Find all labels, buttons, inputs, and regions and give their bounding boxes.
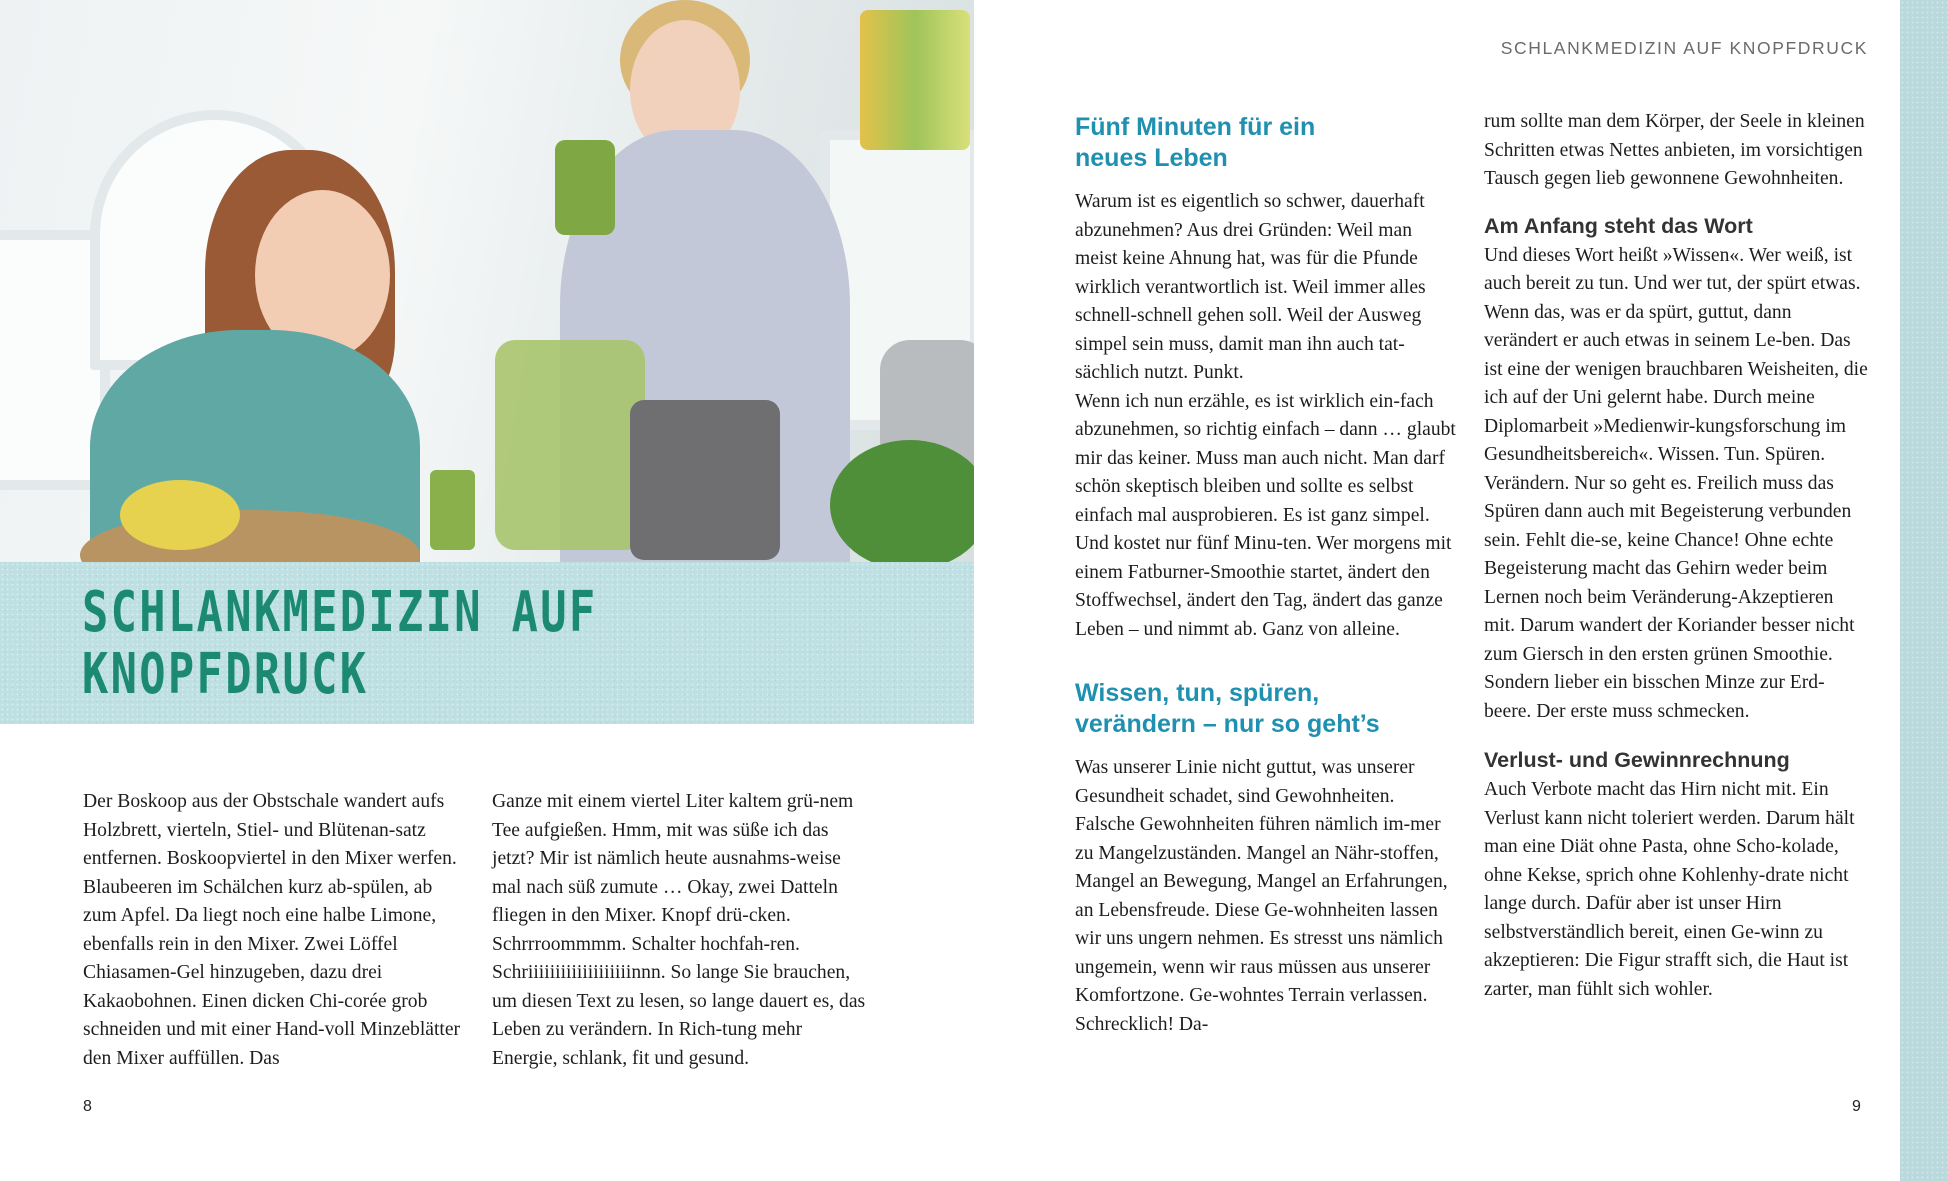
photo-shelf-jars [860, 10, 970, 150]
right-column-2-para-2: Und dieses Wort heißt »Wissen«. Wer weiß, ist auch bereit zu tun. Und wer tut, der spürt etwas. Wenn das, was er da spürt, guttut, dann verändert er auch etwas in seinem Le-ben. Das ist eine der wenigen brauchbaren Weisheiten, die ich auf der Uni gelernt habe. Durch meine Diplomarbeit »Medienwir-kungsforschung im Gesundheitsbereich«. Wissen. Tun. Spüren. Verändern. Nur so geht es. Freilich muss das Spüren dann auch mit Begeisterung verbunden sein. Fehlt die-se, keine Chance! Ohne echte Begeisterung macht das Gehirn weder beim Lernen noch beim Veränderung-Akzeptieren mit. Darum wandert der Koriander besser nicht zum Giersch in den ersten grünen Smoothie. Sondern lieber ein bisschen Minze zur Erd-beere. Der erste muss schmecken. [1484, 244, 1868, 722]
running-head: SCHLANKMEDIZIN AUF KNOPFDRUCK [1500, 38, 1868, 58]
photo-blender-base [630, 400, 780, 560]
right-column-2-para-3: Auch Verbote macht das Hirn nicht mit. Ein Verlust kann nicht toleriert werden. Darum hält man eine Diät ohne Pasta, ohne Scho-kolade, ohne Kekse, sprich ohne Kohlenhy-drate nicht lange durch. Dafür aber ist unser Hirn selbstverständlich bereit, einen Ge-winn zu akzeptieren: Die Figur strafft sich, die Haut ist zarter, man fühlt sich wohler. [1484, 779, 1855, 1000]
photo-lemons [120, 480, 240, 550]
heading-am-anfang: Am Anfang steht das Wort [1484, 213, 1753, 238]
photo-herbs [830, 440, 974, 562]
left-column-1-text: Der Boskoop aus der Obstschale wandert aufs Holzbrett, vierteln, Stiel- und Blütenan-satz entfernen. Boskoopviertel in den Mixer werfen. Blaubeeren im Schälchen kurz ab-spülen, ab zum Apfel. Da liegt noch eine halbe Limone, ebenfalls rein in den Mixer. Zwei Löffel Chiasamen-Gel hinzugeben, dazu drei Kakaobohnen. Einen dicken Chi-corée grob schneiden und mit einer Hand-voll Minzeblätter den Mixer auffüllen. Das [83, 791, 461, 1069]
right-column-2-para-1: rum sollte man dem Körper, der Seele in kleinen Schritten etwas Nettes anbieten, im vorsichtigen Tausch gegen lieb gewonnene Gewohnheiten. [1484, 111, 1865, 189]
heading-fuenf-minuten: Fünf Minuten für ein neues Leben [1075, 113, 1316, 172]
heading-verlust-gewinn: Verlust- und Gewinnrechnung [1484, 748, 1790, 772]
page-number-right: 9 [1852, 1098, 1861, 1115]
photo-blender [495, 340, 645, 550]
right-column-1-para-3: Was unserer Linie nicht guttut, was unserer Gesundheit schadet, sind Gewohnheiten. Falsche Gewohnheiten führen nämlich im-mer zu Mangelzuständen. Mangel an Nähr-stoffen, Mangel an Bewegung, Mangel an Erfahrungen, an Lebensfreude. Diese Ge-wohnheiten lassen wir uns ungern nehmen. Es stresst uns nämlich ungemein, wenn wir raus müssen aus unserer Komfortzone. Ge-wohntes Terrain verlassen. Schrecklich! Da- [1075, 757, 1448, 1035]
photo-small-glass [430, 470, 475, 550]
page-edge-strip [1900, 0, 1948, 1181]
kitchen-smoothie-photo [0, 0, 974, 562]
left-column-2 [492, 788, 870, 1073]
chapter-title-line-1: SCHLANKMEDIZIN AUF [82, 580, 598, 645]
chapter-title-band [0, 562, 974, 724]
right-column-1-para-2: Wenn ich nun erzähle, es ist wirklich ein-fach abzunehmen, so richtig einfach – dann … glaubt mir das keiner. Muss man auch nicht. Man darf schön skeptisch bleiben und sollte es selbst einfach mal ausprobieren. Es ist ganz simpel. Und kostet nur fünf Minu-ten. Wer morgens mit einem Fatburner-Smoothie startet, ändert den Stoffwechsel, ändert den Tag, ändert das ganze Leben – und nimmt ab. Ganz von alleine. [1075, 390, 1456, 640]
chapter-title-line-2: KNOPFDRUCK [82, 642, 369, 707]
right-column-1 [1075, 112, 1457, 1039]
right-column-1-para-1: Warum ist es eigentlich so schwer, dauerhaft abzunehmen? Aus drei Gründen: Weil man meist keine Ahnung hat, was für die Pfunde wirklich verantwortlich ist. Weil immer alles schnell-schnell gehen soll. Weil der Ausweg simpel sein muss, damit man ihn auch tat-sächlich nutzt. Punkt. [1075, 191, 1426, 383]
photo-green-glass [555, 140, 615, 235]
left-column-1 [83, 788, 461, 1073]
heading-wissen-tun: Wissen, tun, spüren, verändern – nur so geht’s [1075, 679, 1380, 738]
left-column-2-text: Ganze mit einem viertel Liter kaltem grü-nem Tee aufgießen. Hmm, mit was süße ich das jetzt? Mir ist nämlich heute ausnahms-weise mal nach süß zumute … Okay, zwei Datteln fliegen in den Mixer. Knopf drü-cken. Schrrroommmm. Schalter hochfah-ren. Schriiiiiiiiiiiiiiiiiiinnn. So lange Sie brauchen, um diesen Text zu lesen, so lange dauert es, das Leben zu verändern. In Rich-tung mehr Energie, schlank, fit und gesund. [492, 791, 866, 1069]
chapter-title [82, 582, 753, 706]
page-number-left: 8 [83, 1098, 92, 1115]
right-column-2 [1484, 108, 1868, 1004]
